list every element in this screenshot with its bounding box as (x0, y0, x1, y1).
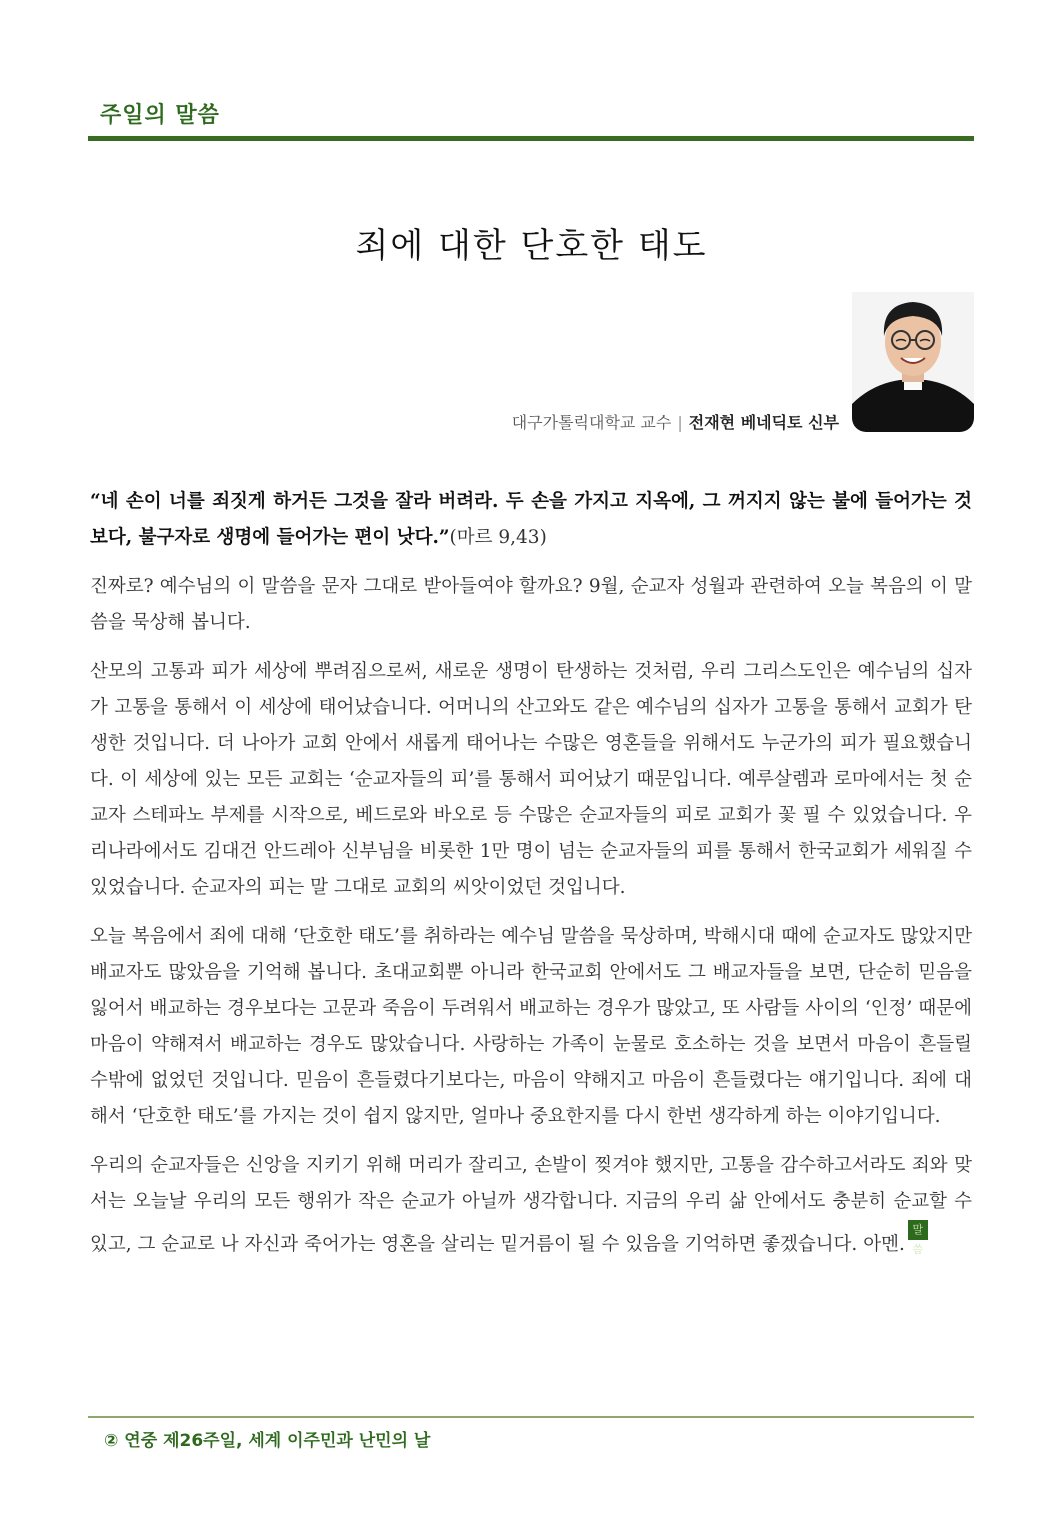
paragraph-3: 오늘 복음에서 죄에 대해 ‘단호한 태도’를 취하라는 예수님 말씀을 묵상하며, 박해시대 때에 순교자도 많았지만 배교자도 많았음을 기억해 봅니다. 초대교회뿐 아니라 한국교회 안에서도 그 배교자들을 보면, 단순히 믿음을 잃어서 배교하는 경우보다는 고문과 죽음이 두려워서 배교하는 경우가 많았고, 또 사람들 사이의 ‘인정’ 때문에 마음이 약해져서 배교하는 경우도 많았습니다. 사랑하는 가족이 눈물로 호소하는 것을 보면서 마음이 흔들릴 수밖에 없었던 것입니다. 믿음이 흔들렸다기보다는, 마음이 약해지고 마음이 흔들렸다는 얘기입니다. 죄에 대해서 ‘단호한 태도’를 가지는 것이 쉽지 않지만, 얼마나 중요한지를 다시 한번 생각하게 하는 이야기입니다. (90, 926, 972, 1127)
author-affiliation: 대구가톨릭대학교 교수 (511, 413, 672, 432)
byline-separator: | (677, 413, 683, 432)
paragraph-2: 산모의 고통과 피가 세상에 뿌려짐으로써, 새로운 생명이 탄생하는 것처럼, 우리 그리스도인은 예수님의 십자가 고통을 통해서 이 세상에 태어났습니다. 어머니의 산고와도 같은 예수님의 십자가 고통을 통해서 교회가 탄생한 것입니다. 더 나아가 교회 안에서 새롭게 태어나는 수많은 영혼들을 위해서도 누군가의 피가 필요했습니다. 이 세상에 있는 모든 교회는 ‘순교자들의 피’를 통해서 피어났기 때문입니다. 예루살렘과 로마에서는 첫 순교자 스테파노 부제를 시작으로, 베드로와 바오로 등 수많은 순교자들의 피로 교회가 꽃 필 수 있었습니다. 우리나라에서도 김대건 안드레아 신부님을 비롯한 1만 명이 넘는 순교자들의 피를 통해서 한국교회가 세워질 수 있었습니다. 순교자의 피는 말 그대로 교회의 씨앗이었던 것입니다. (90, 661, 972, 898)
header-rule (88, 136, 974, 141)
author-byline (512, 410, 839, 433)
author-name: 전재현 베네딕토 신부 (688, 413, 839, 432)
author-photo (852, 292, 974, 432)
author-portrait-illustration (852, 292, 974, 432)
paragraph-1: 진짜로? 예수님의 이 말씀을 문자 그대로 받아들여야 할까요? 9월, 순교자 성월과 관련하여 오늘 복음의 이 말씀을 묵상해 봅니다. (90, 576, 972, 633)
article-body (90, 484, 972, 1276)
scripture-quote (90, 484, 972, 556)
article-title: 죄에 대한 단호한 태도 (355, 226, 708, 266)
section-header: 주일의 말씀 (100, 103, 220, 128)
footer-rule (88, 1416, 974, 1418)
quote-reference: (마르 9,43) (449, 527, 547, 548)
paragraph-4-text: 우리의 순교자들은 신앙을 지키기 위해 머리가 잘리고, 손발이 찢겨야 했지만, 고통을 감수하고서라도 죄와 맞서는 오늘날 우리의 모든 행위가 작은 순교가 아닐까 생각합니다. 지금의 우리 삶 안에서도 충분히 순교할 수 있고, 그 순교로 나 자신과 죽어가는 영혼을 살리는 밑거름이 될 수 있음을 기억하면 좋겠습니다. (90, 1155, 972, 1255)
page-footer: ② 연중 제26주일, 세계 이주민과 난민의 날 (104, 1431, 431, 1451)
paragraph-4 (90, 1148, 972, 1263)
end-mark-icon: 말씀 (908, 1220, 928, 1240)
closing-amen: 아멘. (863, 1234, 905, 1255)
quote-text: “네 손이 너를 죄짓게 하거든 그것을 잘라 버려라. 두 손을 가지고 지옥에, 그 꺼지지 않는 불에 들어가는 것보다, 불구자로 생명에 들어가는 편이 낫다.” (90, 491, 972, 548)
